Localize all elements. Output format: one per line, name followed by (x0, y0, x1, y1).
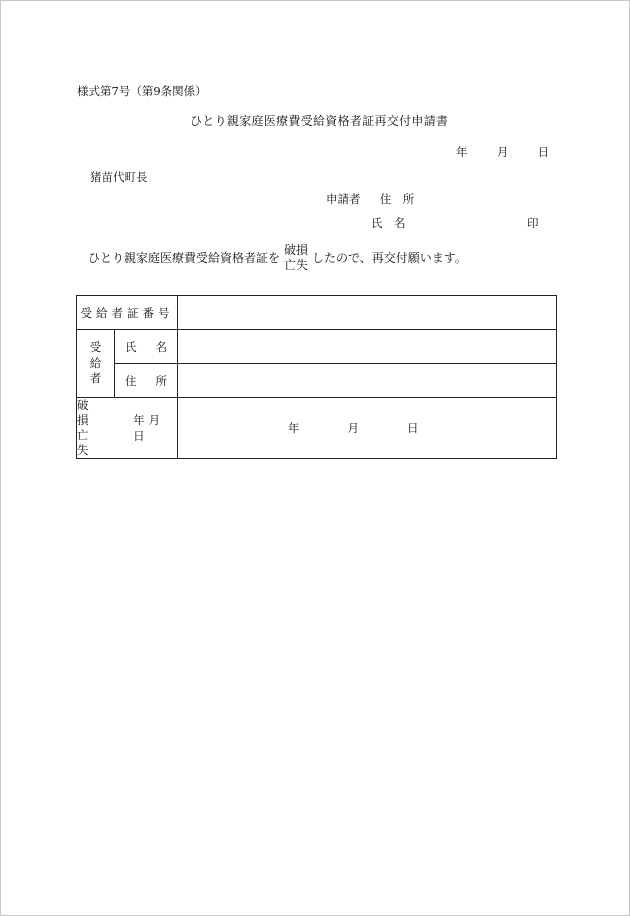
date-day-label: 日 (537, 145, 550, 159)
application-table (76, 295, 557, 459)
damage-char: 損 (77, 412, 103, 427)
damage-date-month: 月 (347, 420, 359, 435)
form-number: 様式第7号（第9条関係） (77, 84, 207, 98)
date-year-label: 年 (456, 145, 468, 159)
date-suffix-label: 年月日 (133, 412, 165, 443)
recipient-char: 給 (89, 355, 102, 370)
seal-mark: 印 (527, 216, 539, 230)
damage-char: 亡 (77, 427, 103, 442)
recipient-char: 受 (89, 340, 102, 355)
addressee: 猪苗代町長 (90, 170, 148, 184)
applicant-label: 申請者 (326, 192, 361, 206)
damage-char: 失 (77, 442, 103, 457)
name-label-cell (115, 330, 178, 364)
damage-date-day: 日 (407, 420, 419, 435)
recipient-label-cell (77, 330, 115, 398)
statement-options (284, 243, 308, 273)
damage-char: 破 (77, 398, 103, 412)
damage-label (77, 398, 125, 458)
recipient-label (90, 340, 102, 387)
cert-number-field[interactable] (178, 296, 557, 330)
option-damaged: 破損 (284, 243, 309, 257)
address-label-right: 所 (155, 373, 167, 388)
recipient-address-field[interactable] (178, 364, 557, 398)
cert-number-label: 受給者証番号 (80, 305, 174, 320)
address-label-left: 住 (125, 373, 137, 388)
applicant-address-label: 住 所 (379, 192, 415, 206)
damage-date-field[interactable] (178, 398, 557, 459)
statement-suffix: したので、再交付願います。 (312, 251, 467, 265)
name-label-right: 名 (155, 339, 167, 354)
recipient-name-field[interactable] (178, 330, 557, 364)
cert-number-label-cell (77, 296, 178, 330)
recipient-char: 者 (89, 371, 102, 386)
applicant-name-label: 氏 名 (371, 216, 406, 230)
damage-date-year: 年 (288, 420, 300, 435)
applicant-address-row (326, 194, 414, 206)
header-date (456, 147, 549, 159)
name-label-left: 氏 (125, 339, 137, 354)
statement-prefix: ひとり親家庭医療費受給資格者証を (88, 251, 281, 265)
page-title: ひとり親家庭医療費受給資格者証再交付申請書 (190, 114, 449, 128)
option-lost: 亡失 (284, 258, 309, 272)
damage-date-label-cell (77, 398, 178, 459)
address-label-cell (115, 364, 178, 398)
statement (88, 243, 467, 273)
date-month-label: 月 (496, 145, 509, 159)
